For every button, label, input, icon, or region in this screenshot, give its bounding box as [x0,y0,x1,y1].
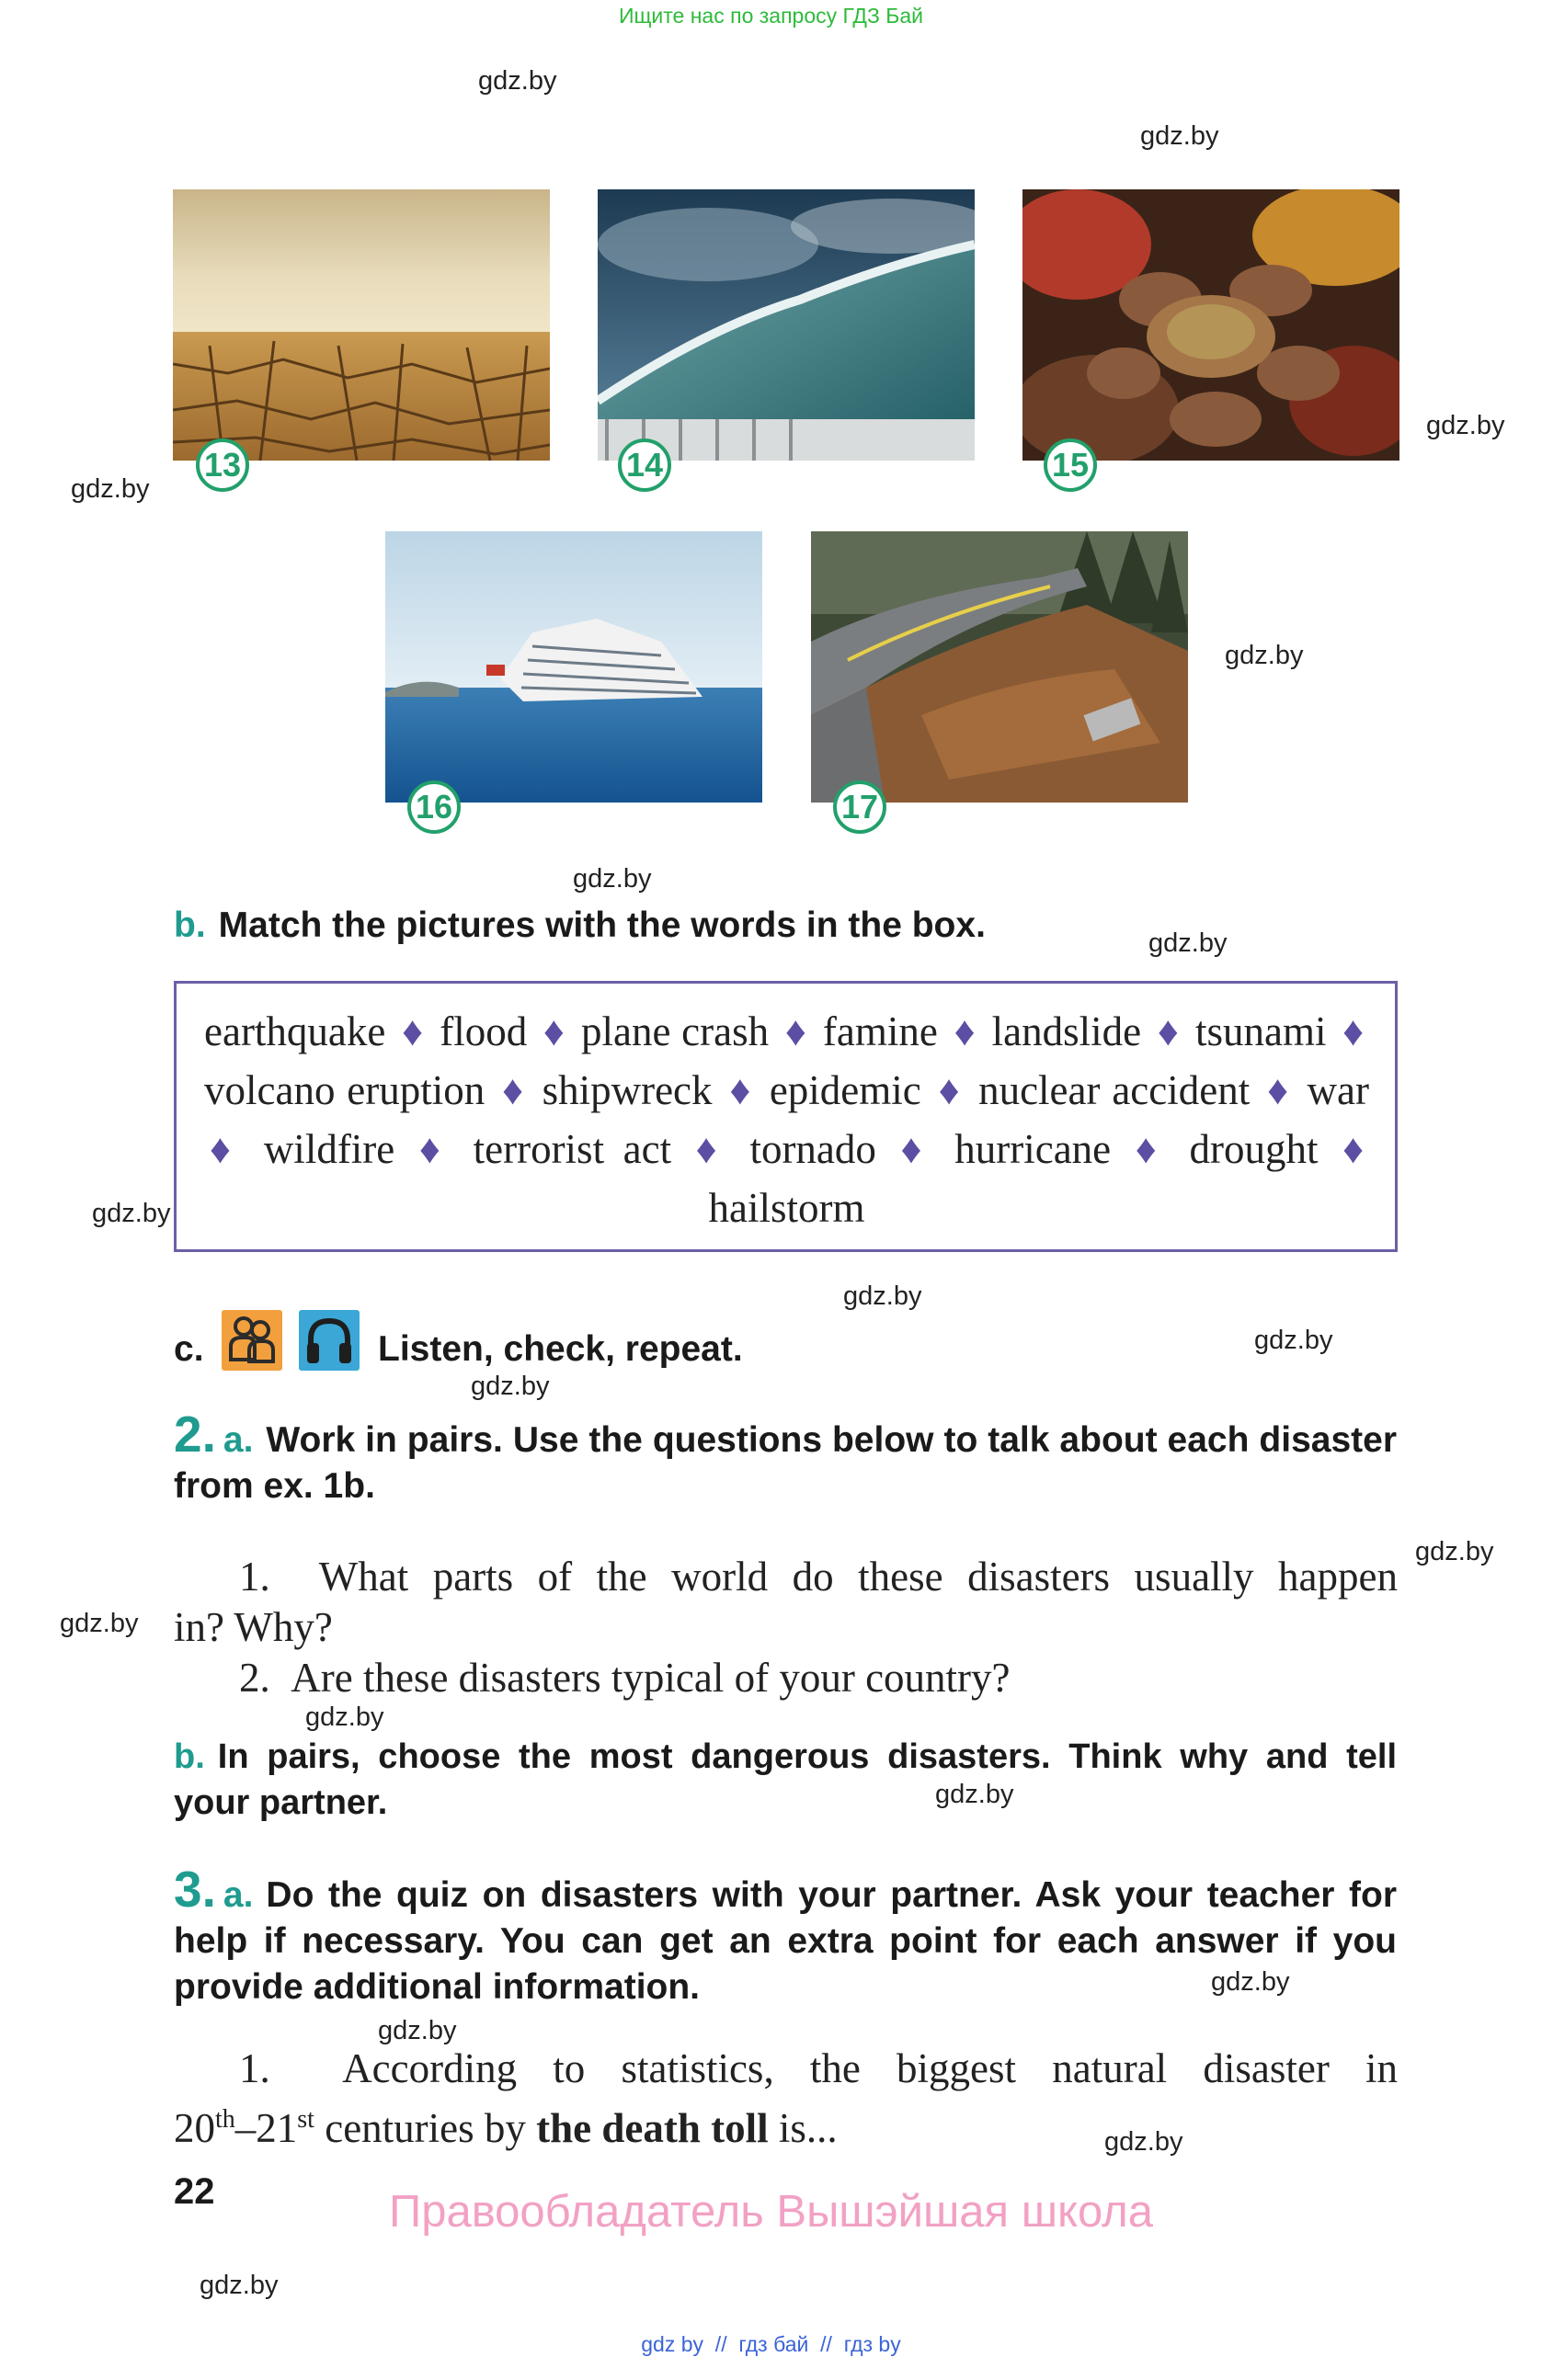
headphones-icon [299,1310,360,1371]
diamond-separator-icon: ♦ [938,1067,962,1113]
quiz-question-1-line-1 [239,2044,1398,2094]
footer-links[interactable]: gdz by // гдз бай // гдз by [641,2332,901,2356]
diamond-separator-icon: ♦ [784,1008,807,1054]
word-box-word: landslide [991,1008,1142,1054]
instruction-text: In pairs, choose the most dangerous disasters. Think why and tell your partner. [174,1737,1397,1822]
word-box-word: war [1307,1067,1369,1113]
diamond-separator-icon: ♦ [502,1067,525,1113]
famine-hands-grain-photo [1022,189,1399,461]
word-box-word: earthquake [204,1008,386,1054]
question-1-line-1 [239,1552,1398,1602]
diamond-separator-icon: ♦ [729,1067,752,1113]
word-box-word: volcano eruption [204,1067,485,1113]
word-box-word: famine [822,1008,938,1054]
question-1-line-2: in? Why? [174,1604,333,1650]
picture-number-badge: 16 [407,780,461,834]
watermark: gdz.by [1254,1326,1333,1355]
word-box-word: terrorist act [473,1126,672,1172]
watermark: gdz.by [305,1702,384,1732]
landslide-road-photo [811,531,1188,803]
diamond-separator-icon: ♦ [1267,1067,1290,1113]
diamond-separator-icon: ♦ [1157,1008,1180,1054]
top-note[interactable]: Ищите нас по запросу ГДЗ Бай [618,4,924,28]
word-box-word: flood [440,1008,528,1054]
shipwreck-photo [385,531,762,803]
ordinal-suffix: th [215,2105,235,2134]
diamond-separator-icon: ♦ [402,1008,424,1054]
question-text: Are these disasters typical of your country? [291,1655,1011,1701]
picture-number-badge: 17 [833,780,886,834]
drought-cracked-earth-photo [173,189,550,461]
watermark: gdz.by [1415,1537,1494,1566]
century-number: –21 [234,2105,298,2151]
question-text: What parts of the world do these disasters usually happen [318,1554,1398,1600]
watermark: gdz.by [843,1281,922,1311]
word-box-word: shipwreck [542,1067,713,1113]
watermark: gdz.by [60,1609,139,1638]
question-text: centuries by [314,2105,537,2151]
question-text: According to statistics, the biggest natural disaster in [342,2045,1399,2091]
word-box-word: plane crash [581,1008,770,1054]
watermark: gdz.by [200,2271,279,2300]
century-number: 20 [174,2105,215,2151]
watermark: gdz.by [1225,641,1304,670]
word-box-text [204,1002,1369,1237]
diamond-separator-icon: ♦ [1342,1126,1365,1172]
question-text: is... [768,2105,838,2151]
bold-term: the death toll [536,2105,769,2151]
copyright-notice: Правообладатель Вышэйшая школа [388,2187,1154,2237]
diamond-separator-icon: ♦ [695,1126,725,1172]
pair-work-icon [222,1310,282,1371]
word-box-word: hurricane [954,1126,1112,1172]
diamond-separator-icon: ♦ [210,1126,240,1172]
watermark: gdz.by [1148,928,1228,958]
watermark: gdz.by [1211,1967,1290,1997]
diamond-separator-icon: ♦ [954,1008,976,1054]
word-box-word: wildfire [263,1126,395,1172]
diamond-separator-icon: ♦ [1135,1126,1165,1172]
word-box-word: hailstorm [708,1185,865,1231]
watermark: gdz.by [71,474,150,504]
exercise-label: a. [223,1420,254,1460]
exercise-1c-label: c. [174,1329,204,1369]
question-number: 1. [239,1554,270,1600]
exercise-number: 2. [174,1406,216,1463]
quiz-question-1-line-2 [174,2094,838,2154]
exercise-label: b. [174,905,206,945]
tsunami-wave-photo [598,189,975,461]
exercise-1b-instruction [174,903,1388,949]
watermark: gdz.by [471,1372,550,1401]
watermark: gdz.by [935,1780,1014,1809]
exercise-2b-instruction [174,1734,1397,1826]
exercise-1c-instruction: Listen, check, repeat. [378,1329,743,1369]
word-box-word: tsunami [1194,1008,1327,1054]
exercise-2a-instruction [174,1406,1397,1509]
diamond-separator-icon: ♦ [418,1126,450,1172]
watermark: gdz.by [92,1199,171,1228]
watermark: gdz.by [573,864,652,894]
instruction-text: Do the quiz on disasters with your partner. Ask your teacher for help if necessary. You can get an extra point for each answer if you provide additional information. [174,1875,1397,2007]
page-number: 22 [174,2171,215,2212]
diamond-separator-icon: ♦ [1342,1008,1365,1054]
watermark: gdz.by [378,2016,457,2045]
diamond-separator-icon: ♦ [543,1008,565,1054]
watermark: gdz.by [478,66,557,96]
exercise-label: a. [223,1875,254,1915]
picture-number-badge: 15 [1044,438,1097,492]
watermark: gdz.by [1104,2127,1183,2157]
word-box-word: tornado [749,1126,876,1172]
word-box-word: epidemic [769,1067,921,1113]
instruction-text: Work in pairs. Use the questions below to talk about each disaster from ex. 1b. [174,1420,1397,1506]
word-box-word: drought [1189,1126,1319,1172]
question-number: 1. [239,2045,270,2091]
instruction-text: Match the pictures with the words in the box. [218,905,986,945]
picture-number-badge: 14 [618,438,671,492]
exercise-3a-instruction [174,1861,1397,2010]
question-number: 2. [239,1655,270,1701]
word-box-word: nuclear accident [978,1067,1251,1113]
diamond-separator-icon: ♦ [900,1126,931,1172]
question-2 [239,1653,1011,1703]
picture-number-badge: 13 [196,438,249,492]
exercise-label: b. [174,1737,205,1776]
ordinal-suffix: st [297,2105,314,2134]
exercise-number: 3. [174,1861,216,1918]
watermark: gdz.by [1426,411,1505,440]
watermark: gdz.by [1140,121,1219,151]
